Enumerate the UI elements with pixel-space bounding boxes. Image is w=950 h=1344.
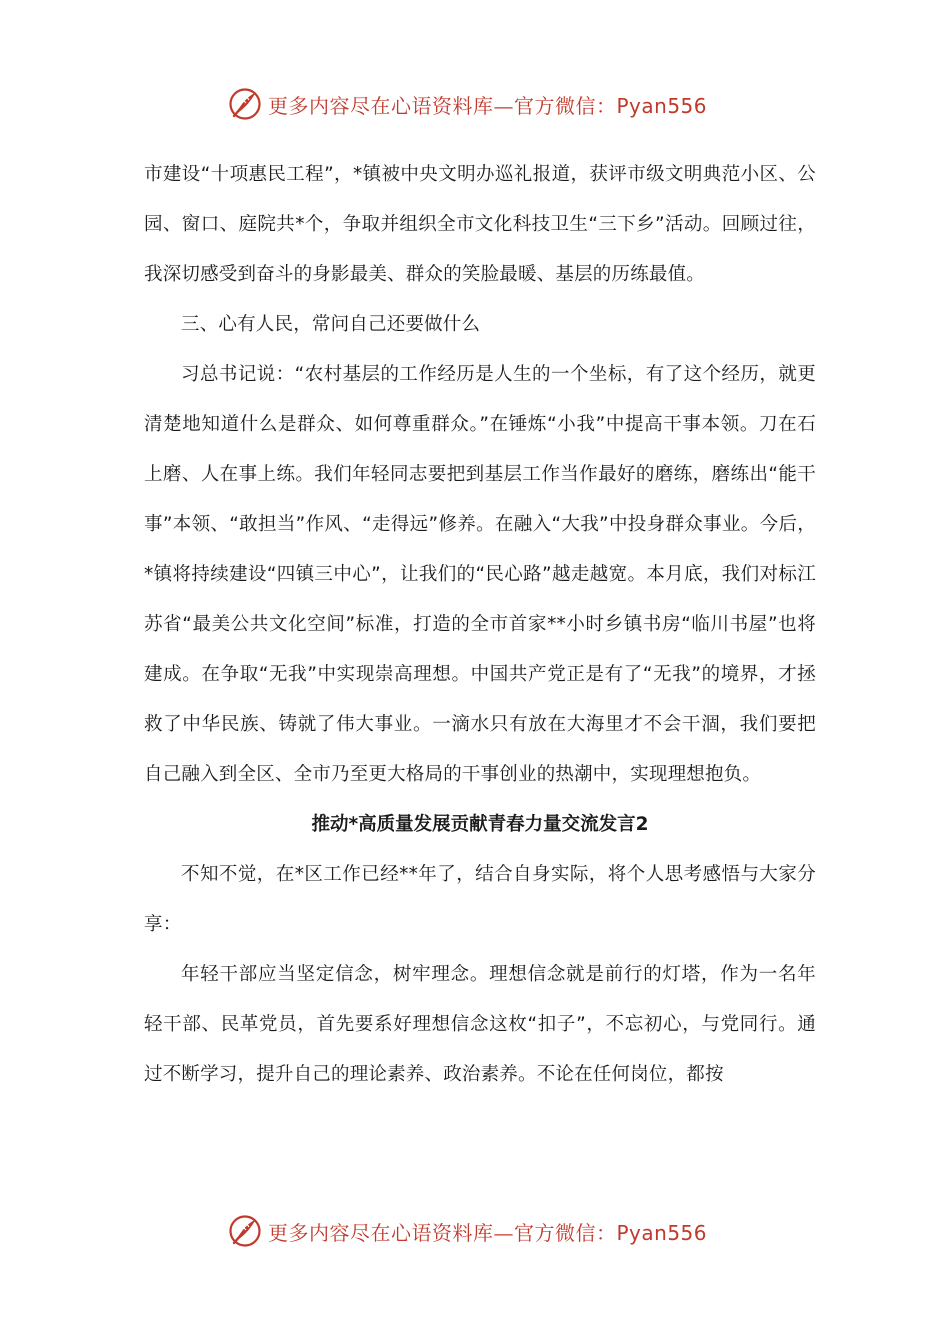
watermark-prefix: 更多内容尽在心语资料库—官方微信：	[268, 1220, 617, 1245]
body-paragraph: 年轻干部应当坚定信念，树牢理念。理想信念就是前行的灯塔，作为一名年轻干部、民革党员，首先要系好理想信念这枚“扣子”，不忘初心，与党同行。通过不断学习，提升自己的理论素养、政治素养。不论在任何岗位，都按	[144, 964, 816, 1085]
body-paragraph: 不知不觉，在*区工作已经**年了，结合自身实际，将个人思考感悟与大家分享：	[144, 864, 816, 935]
quill-pen-logo-icon	[228, 87, 262, 121]
body-paragraph: 习总书记说：“农村基层的工作经历是人生的一个坐标，有了这个经历，就更清楚地知道什么是群众、如何尊重群众。”在锤炼“小我”中提高干事本领。刀在石上磨、人在事上练。我们年轻同志要把到基层工作当作最好的磨练，磨练出“能干事”本领、“敢担当”作风、“走得远”修养。在融入“大我”中投身群众事业。今后，*镇将持续建设“四镇三中心”，让我们的“民心路”越走越宽。本月底，我们对标江苏省“最美公共文化空间”标准，打造的全市首家**小时乡镇书房“临川书屋”也将建成。在争取“无我”中实现崇高理想。中国共产党正是有了“无我”的境界，才拯救了中华民族、铸就了伟大事业。一滴水只有放在大海里才不会干涸，我们要把自己融入到全区、全市乃至更大格局的干事创业的热潮中，实现理想抱负。	[144, 364, 816, 785]
section-heading: 三、心有人民，常问自己还要做什么	[181, 314, 481, 335]
document-body	[144, 150, 816, 1100]
footer-watermark-banner	[228, 1213, 707, 1249]
watermark-wechat-id: Pyan556	[616, 93, 708, 118]
body-paragraph: 市建设“十项惠民工程”，*镇被中央文明办巡礼报道，获评市级文明典范小区、公园、窗口、庭院共*个，争取并组织全市文化科技卫生“三下乡”活动。回顾过往，我深切感受到奋斗的身影最美、群众的笑脸最暖、基层的历练最值。	[144, 164, 816, 285]
speech-title: 推动*高质量发展贡献青春力量交流发言2	[311, 814, 649, 835]
header-watermark-banner	[228, 86, 707, 122]
watermark-text	[268, 1217, 707, 1246]
quill-pen-logo-icon	[228, 1214, 262, 1248]
watermark-wechat-id: Pyan556	[616, 1220, 708, 1245]
watermark-prefix: 更多内容尽在心语资料库—官方微信：	[268, 93, 617, 118]
watermark-text	[268, 90, 707, 119]
